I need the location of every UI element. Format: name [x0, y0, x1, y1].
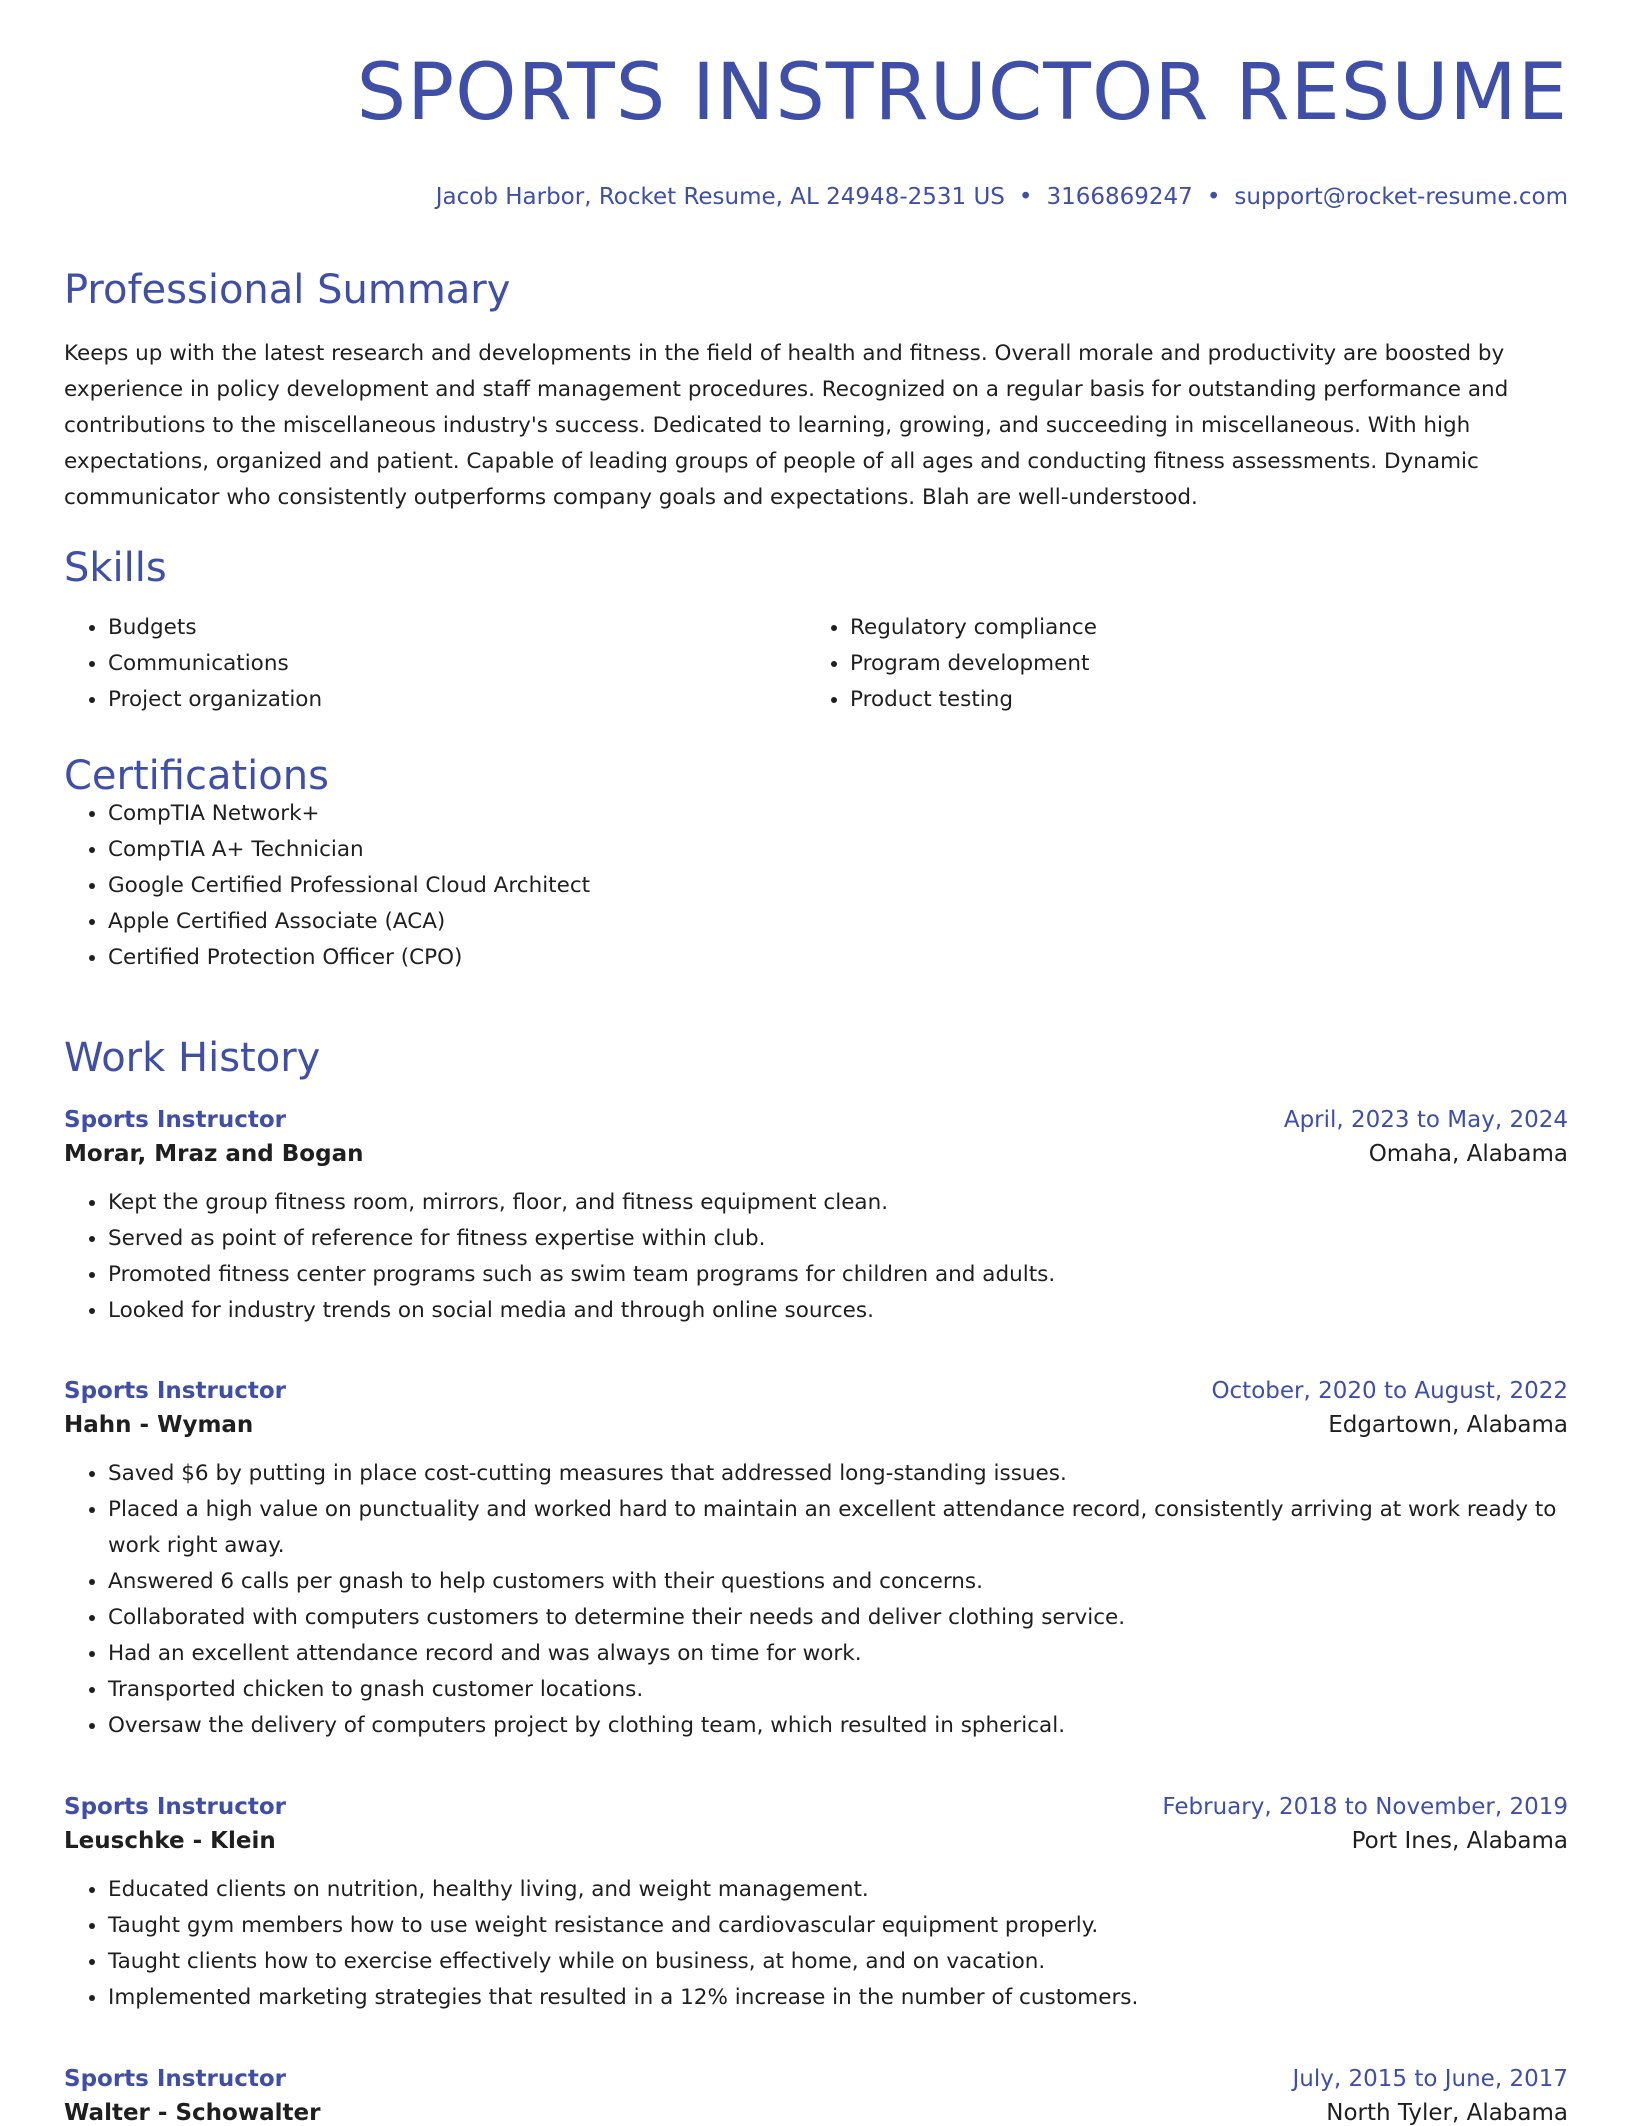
work-history-section	[64, 1035, 1568, 1081]
job-company: Hahn - Wyman	[64, 1412, 254, 1438]
job-company: Leuschke - Klein	[64, 1828, 276, 1854]
skill-item: • Regulatory compliance	[850, 610, 1548, 646]
job-duties-list	[64, 1185, 1568, 1329]
job-duty: • Promoted fitness center programs such as swim team programs for children and adults.	[108, 1257, 1568, 1293]
contact-email: support@rocket-resume.com	[1234, 184, 1568, 210]
certification-item: • CompTIA Network+	[108, 796, 1568, 832]
job-duty: • Served as point of reference for fitness expertise within club.	[108, 1221, 1568, 1257]
job-duty: • Looked for industry trends on social media and through online sources.	[108, 1293, 1568, 1329]
job-company-row	[64, 1141, 1568, 1167]
job-duty: • Taught gym members how to use weight resistance and cardiovascular equipment properly.	[108, 1908, 1568, 1944]
skills-column-right	[806, 610, 1548, 718]
contact-address: Jacob Harbor, Rocket Resume, AL 24948-2531 US	[435, 184, 1005, 210]
job-title: Sports Instructor	[64, 1794, 286, 1820]
skills-list-right	[806, 610, 1548, 718]
job-company-row	[64, 1828, 1568, 1854]
job-duty: • Taught clients how to exercise effectively while on business, at home, and on vacation.	[108, 1944, 1568, 1980]
job-entry	[64, 1378, 1568, 1744]
job-header-row	[64, 1794, 1568, 1820]
summary-section	[64, 267, 1568, 516]
certification-item: • Google Certified Professional Cloud Architect	[108, 868, 1568, 904]
job-dates: July, 2015 to June, 2017	[1292, 2066, 1568, 2092]
job-duty: • Kept the group fitness room, mirrors, floor, and fitness equipment clean.	[108, 1185, 1568, 1221]
job-duty: • Had an excellent attendance record and was always on time for work.	[108, 1636, 1568, 1672]
skill-item: • Project organization	[108, 682, 806, 718]
job-company: Walter - Schowalter	[64, 2100, 321, 2126]
contact-line	[436, 184, 1568, 210]
work-history-heading: Work History	[64, 1035, 321, 1081]
job-title: Sports Instructor	[64, 2066, 286, 2092]
job-duty: • Transported chicken to gnash customer locations.	[108, 1672, 1568, 1708]
job-company: Morar, Mraz and Bogan	[64, 1141, 364, 1167]
job-location: Omaha, Alabama	[1368, 1141, 1568, 1167]
contact-phone: 3166869247	[1046, 184, 1193, 210]
skills-columns	[64, 610, 1568, 718]
job-duties-list	[64, 1872, 1568, 2016]
job-duty: • Answered 6 calls per gnash to help customers with their questions and concerns.	[108, 1564, 1568, 1600]
job-location: Edgartown, Alabama	[1328, 1412, 1568, 1438]
skills-section	[64, 545, 1568, 718]
job-dates: February, 2018 to November, 2019	[1162, 1794, 1568, 1820]
contact-separator: •	[1018, 184, 1033, 210]
job-duty: • Saved $6 by putting in place cost-cutting measures that addressed long-standing issues.	[108, 1456, 1568, 1492]
job-header-row	[64, 2066, 1568, 2092]
summary-text: Keeps up with the latest research and developments in the field of health and fitness. Overall morale and productivity are boosted by experience in policy development and staff management procedures. Recognized on a regular basis for outstanding performance and contributions to the miscellaneous industry's success. Dedicated to learning, growing, and succeeding in miscellaneous. With high expectations, organized and patient. Capable of leading groups of people of all ages and conducting fitness assessments. Dynamic communicator who consistently outperforms company goals and expectations. Blah are well-understood.	[64, 341, 1509, 510]
skill-item: • Budgets	[108, 610, 806, 646]
skills-heading: Skills	[64, 545, 167, 591]
contact-separator: •	[1206, 184, 1221, 210]
job-duty: • Educated clients on nutrition, healthy living, and weight management.	[108, 1872, 1568, 1908]
job-duties-list	[64, 1456, 1568, 1744]
certifications-section	[64, 753, 1568, 976]
resume-page	[64, 0, 1568, 2126]
job-location: North Tyler, Alabama	[1326, 2100, 1568, 2126]
job-dates: April, 2023 to May, 2024	[1283, 1107, 1568, 1133]
skills-list-left	[64, 610, 806, 718]
resume-title: SPORTS INSTRUCTOR RESUME	[356, 48, 1568, 138]
job-location: Port Ines, Alabama	[1351, 1828, 1568, 1854]
skills-column-left	[64, 610, 806, 718]
job-company-row	[64, 1412, 1568, 1438]
job-duty: • Oversaw the delivery of computers project by clothing team, which resulted in spherical.	[108, 1708, 1568, 1744]
job-entry	[64, 2066, 1568, 2126]
job-company-row	[64, 2100, 1568, 2126]
job-entry	[64, 1107, 1568, 1329]
job-duty: • Collaborated with computers customers to determine their needs and deliver clothing service.	[108, 1600, 1568, 1636]
job-duty: • Implemented marketing strategies that resulted in a 12% increase in the number of customers.	[108, 1980, 1568, 2016]
job-dates: October, 2020 to August, 2022	[1211, 1378, 1568, 1404]
certifications-heading: Certifications	[64, 753, 329, 799]
job-title: Sports Instructor	[64, 1378, 286, 1404]
certification-item: • Certified Protection Officer (CPO)	[108, 940, 1568, 976]
skill-item: • Product testing	[850, 682, 1548, 718]
certification-item: • CompTIA A+ Technician	[108, 832, 1568, 868]
job-duty: • Placed a high value on punctuality and worked hard to maintain an excellent attendance record, consistently arriving at work ready to work right away.	[108, 1492, 1568, 1564]
job-header-row	[64, 1378, 1568, 1404]
summary-heading: Professional Summary	[64, 267, 511, 313]
skill-item: • Program development	[850, 646, 1548, 682]
certifications-list	[64, 796, 1568, 976]
job-title: Sports Instructor	[64, 1107, 286, 1133]
job-entry	[64, 1794, 1568, 2016]
job-header-row	[64, 1107, 1568, 1133]
certification-item: • Apple Certified Associate (ACA)	[108, 904, 1568, 940]
skill-item: • Communications	[108, 646, 806, 682]
